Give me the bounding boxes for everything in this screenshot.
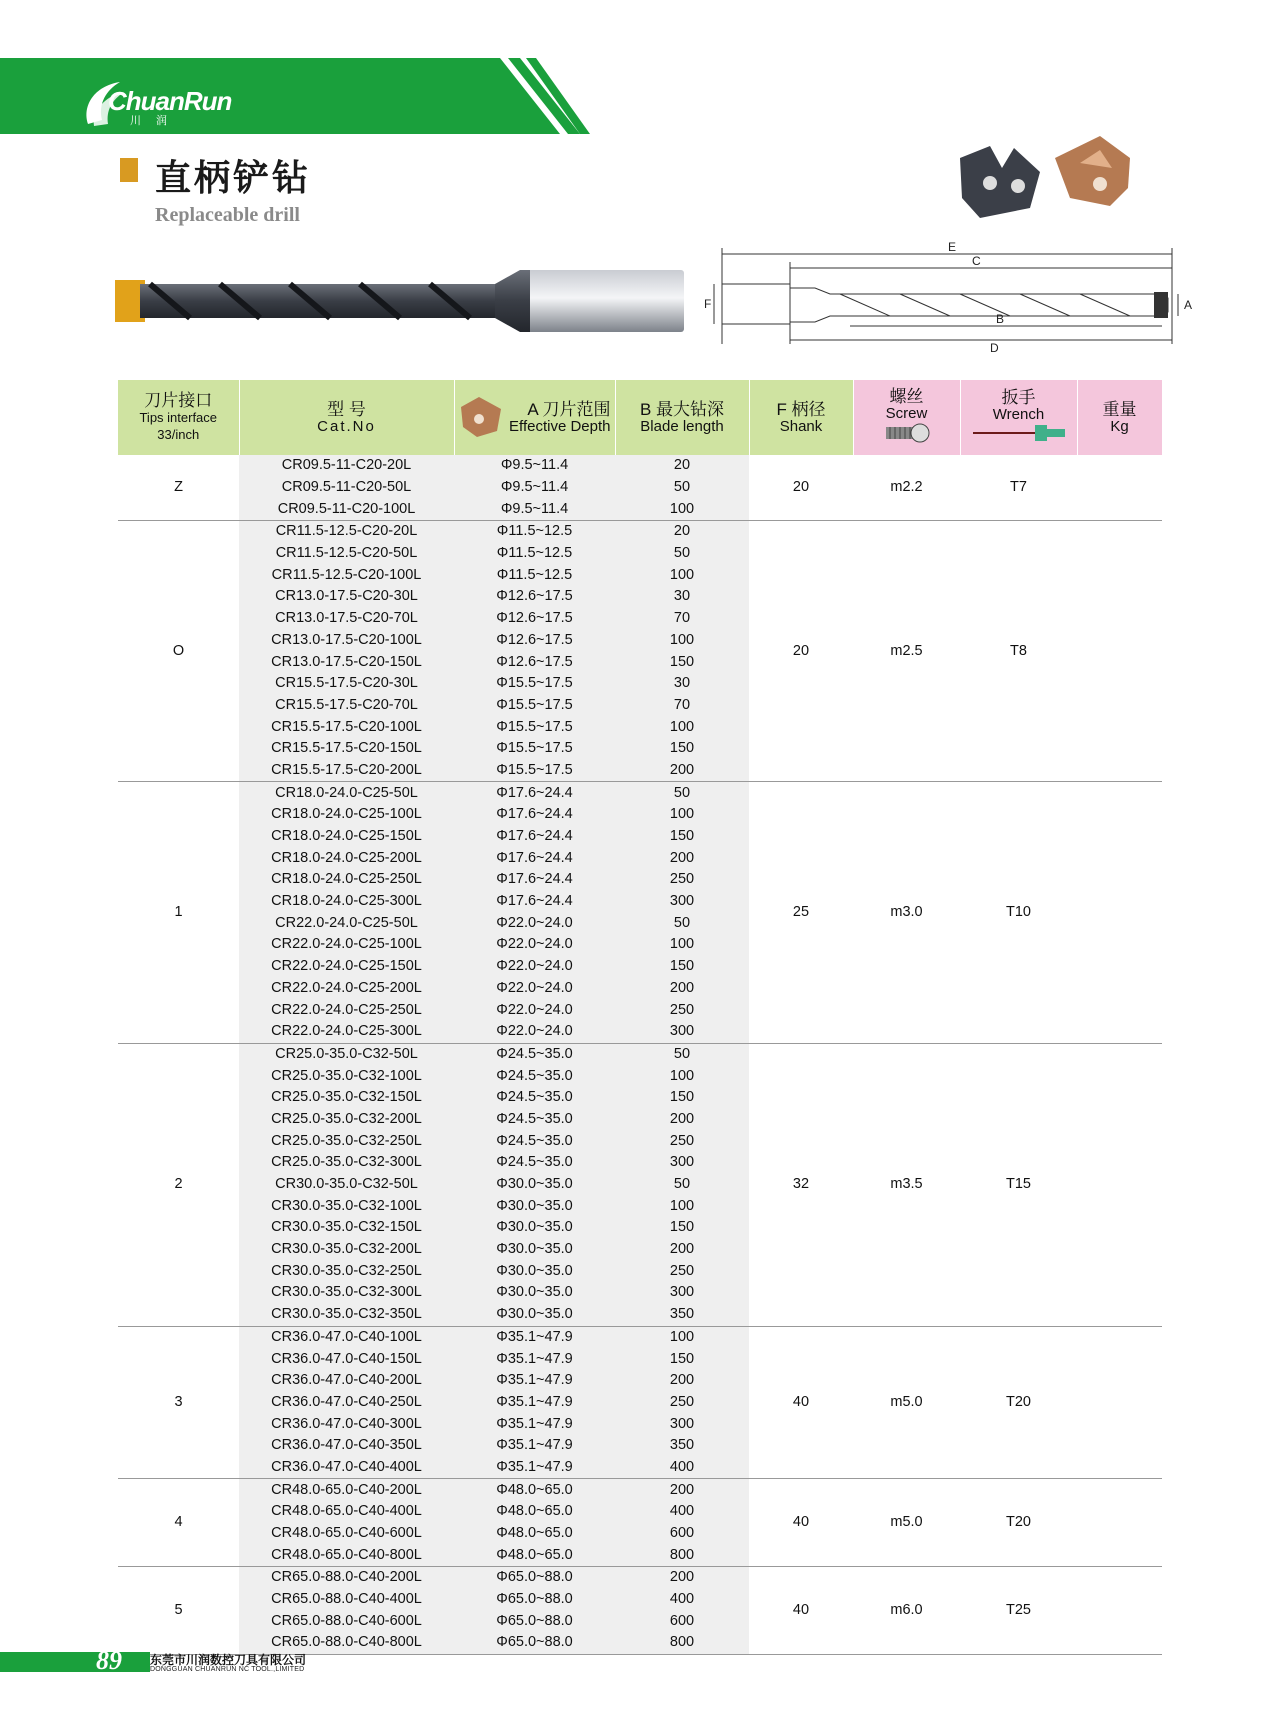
cell-b-length: 50 [615,543,749,565]
cell-cat-no: CR18.0-24.0-C25-200L [239,847,454,869]
cell-cat-no: CR36.0-47.0-C40-250L [239,1392,454,1414]
cell-cat-no: CR48.0-65.0-C40-400L [239,1501,454,1523]
cell-b-length: 800 [615,1632,749,1654]
header-f-shank: F 柄径 Shank [749,380,853,455]
cell-a-range: Φ35.1~47.9 [454,1435,615,1457]
cell-b-length: 300 [615,1413,749,1435]
cell-screw: m5.0 [853,1326,960,1479]
cell-a-range: Φ9.5~11.4 [454,498,615,520]
wrench-icon [971,423,1067,443]
dim-label-d: D [990,341,999,355]
cell-a-range: Φ35.1~47.9 [454,1326,615,1348]
brand-name: ChuanRun [108,86,232,116]
cell-a-range: Φ65.0~88.0 [454,1610,615,1632]
insert-thumb-icon [457,395,505,439]
cell-b-length: 150 [615,1087,749,1109]
cell-wrench: T15 [960,1043,1077,1326]
cell-a-range: Φ24.5~35.0 [454,1043,615,1065]
cell-a-range: Φ30.0~35.0 [454,1217,615,1239]
cell-cat-no: CR15.5-17.5-C20-70L [239,695,454,717]
cell-cat-no: CR25.0-35.0-C32-50L [239,1043,454,1065]
drill-product-icon [110,262,690,340]
page-number: 89 [96,1646,122,1675]
cell-shank: 20 [749,455,853,521]
cell-a-range: Φ24.5~35.0 [454,1109,615,1131]
cell-a-range: Φ35.1~47.9 [454,1392,615,1414]
dim-label-c: C [972,254,981,268]
cell-screw: m6.0 [853,1567,960,1655]
table-header [118,380,1162,455]
cell-a-range: Φ12.6~17.5 [454,630,615,652]
header-a-range: A 刀片范围 Effective Depth [454,380,615,455]
cell-a-range: Φ22.0~24.0 [454,956,615,978]
cell-b-length: 200 [615,760,749,782]
cell-a-range: Φ22.0~24.0 [454,999,615,1021]
header-b-length: B 最大钻深 Blade length [615,380,749,455]
drill-inserts-icon [950,128,1150,228]
cell-cat-no: CR25.0-35.0-C32-300L [239,1152,454,1174]
cell-cat-no: CR30.0-35.0-C32-50L [239,1174,454,1196]
cell-a-range: Φ48.0~65.0 [454,1544,615,1566]
cell-a-range: Φ30.0~35.0 [454,1304,615,1326]
cell-interface: 1 [118,782,239,1043]
cell-a-range: Φ17.6~24.4 [454,891,615,913]
cell-screw: m3.5 [853,1043,960,1326]
cell-wrench: T25 [960,1567,1077,1655]
cell-cat-no: CR48.0-65.0-C40-600L [239,1523,454,1545]
cell-shank: 40 [749,1567,853,1655]
cell-b-length: 20 [615,521,749,543]
cell-cat-no: CR65.0-88.0-C40-200L [239,1567,454,1589]
cell-cat-no: CR30.0-35.0-C32-200L [239,1239,454,1261]
cell-b-length: 30 [615,673,749,695]
cell-b-length: 70 [615,695,749,717]
cell-a-range: Φ17.6~24.4 [454,847,615,869]
cell-b-length: 350 [615,1435,749,1457]
cell-cat-no: CR65.0-88.0-C40-400L [239,1589,454,1611]
cell-cat-no: CR11.5-12.5-C20-100L [239,564,454,586]
cell-shank: 25 [749,782,853,1043]
cell-b-length: 600 [615,1610,749,1632]
cell-a-range: Φ24.5~35.0 [454,1130,615,1152]
footer-bar [0,1652,150,1672]
cell-b-length: 100 [615,716,749,738]
cell-wrench: T7 [960,455,1077,521]
cell-shank: 40 [749,1326,853,1479]
cell-cat-no: CR65.0-88.0-C40-600L [239,1610,454,1632]
cell-cat-no: CR30.0-35.0-C32-250L [239,1260,454,1282]
cell-cat-no: CR36.0-47.0-C40-150L [239,1348,454,1370]
header-wrench: 扳手 Wrench [960,380,1077,455]
cell-a-range: Φ12.6~17.5 [454,608,615,630]
cell-a-range: Φ22.0~24.0 [454,912,615,934]
header-screw: 螺丝 Screw [853,380,960,455]
cell-a-range: Φ15.5~17.5 [454,738,615,760]
cell-cat-no: CR18.0-24.0-C25-250L [239,869,454,891]
cell-b-length: 200 [615,1239,749,1261]
cell-b-length: 50 [615,477,749,499]
cell-a-range: Φ15.5~17.5 [454,760,615,782]
cell-cat-no: CR13.0-17.5-C20-30L [239,586,454,608]
cell-b-length: 150 [615,956,749,978]
cell-b-length: 100 [615,804,749,826]
cell-wrench: T10 [960,782,1077,1043]
cell-a-range: Φ30.0~35.0 [454,1195,615,1217]
cell-cat-no: CR36.0-47.0-C40-300L [239,1413,454,1435]
cell-b-length: 200 [615,847,749,869]
cell-a-range: Φ22.0~24.0 [454,1021,615,1043]
cell-a-range: Φ35.1~47.9 [454,1413,615,1435]
cell-cat-no: CR11.5-12.5-C20-20L [239,521,454,543]
table-row [118,1567,1162,1589]
cell-b-length: 400 [615,1457,749,1479]
cell-interface: 5 [118,1567,239,1655]
cell-b-length: 100 [615,1195,749,1217]
cell-b-length: 300 [615,891,749,913]
cell-cat-no: CR13.0-17.5-C20-100L [239,630,454,652]
cell-b-length: 100 [615,564,749,586]
cell-a-range: Φ35.1~47.9 [454,1370,615,1392]
dim-label-b: B [996,312,1005,326]
cell-interface: Z [118,455,239,521]
cell-b-length: 250 [615,1130,749,1152]
cell-a-range: Φ22.0~24.0 [454,978,615,1000]
cell-b-length: 70 [615,608,749,630]
cell-weight [1077,1043,1162,1326]
cell-cat-no: CR36.0-47.0-C40-100L [239,1326,454,1348]
cell-a-range: Φ30.0~35.0 [454,1260,615,1282]
cell-wrench: T20 [960,1326,1077,1479]
cell-a-range: Φ30.0~35.0 [454,1174,615,1196]
cell-b-length: 100 [615,1326,749,1348]
table-row [118,455,1162,477]
cell-a-range: Φ65.0~88.0 [454,1567,615,1589]
cell-shank: 40 [749,1479,853,1567]
cell-screw: m3.0 [853,782,960,1043]
cell-cat-no: CR65.0-88.0-C40-800L [239,1632,454,1654]
dim-label-e: E [948,240,957,254]
cell-a-range: Φ65.0~88.0 [454,1632,615,1654]
cell-a-range: Φ24.5~35.0 [454,1152,615,1174]
cell-screw: m2.2 [853,455,960,521]
cell-cat-no: CR15.5-17.5-C20-150L [239,738,454,760]
cell-a-range: Φ15.5~17.5 [454,695,615,717]
cell-b-length: 300 [615,1152,749,1174]
cell-cat-no: CR25.0-35.0-C32-100L [239,1065,454,1087]
cell-cat-no: CR48.0-65.0-C40-800L [239,1544,454,1566]
cell-cat-no: CR25.0-35.0-C32-200L [239,1109,454,1131]
cell-cat-no: CR22.0-24.0-C25-100L [239,934,454,956]
cell-a-range: Φ17.6~24.4 [454,826,615,848]
cell-b-length: 30 [615,586,749,608]
cell-cat-no: CR18.0-24.0-C25-100L [239,804,454,826]
cell-a-range: Φ17.6~24.4 [454,869,615,891]
cell-weight [1077,455,1162,521]
cell-b-length: 200 [615,1109,749,1131]
cell-cat-no: CR18.0-24.0-C25-50L [239,782,454,804]
cell-cat-no: CR15.5-17.5-C20-100L [239,716,454,738]
cell-b-length: 250 [615,1260,749,1282]
cell-cat-no: CR11.5-12.5-C20-50L [239,543,454,565]
cell-b-length: 100 [615,934,749,956]
cell-a-range: Φ30.0~35.0 [454,1239,615,1261]
cell-b-length: 800 [615,1544,749,1566]
cell-b-length: 350 [615,1304,749,1326]
cell-weight [1077,1479,1162,1567]
cell-b-length: 250 [615,999,749,1021]
cell-wrench: T8 [960,521,1077,782]
cell-shank: 32 [749,1043,853,1326]
cell-b-length: 50 [615,782,749,804]
company-name-en: DONGGUAN CHUANRUN NC TOOL.,LIMITED [150,1666,305,1673]
cell-cat-no: CR36.0-47.0-C40-200L [239,1370,454,1392]
dimension-diagram [700,240,1210,355]
cell-cat-no: CR25.0-35.0-C32-250L [239,1130,454,1152]
cell-a-range: Φ9.5~11.4 [454,455,615,477]
cell-interface: O [118,521,239,782]
cell-screw: m5.0 [853,1479,960,1567]
cell-b-length: 150 [615,651,749,673]
cell-b-length: 150 [615,826,749,848]
cell-cat-no: CR30.0-35.0-C32-350L [239,1304,454,1326]
cell-b-length: 400 [615,1501,749,1523]
header-weight: 重量 Kg [1077,380,1162,455]
cell-cat-no: CR30.0-35.0-C32-150L [239,1217,454,1239]
company-name-cn: 东莞市川润数控刀具有限公司 [150,1653,307,1667]
cell-weight [1077,521,1162,782]
cell-a-range: Φ24.5~35.0 [454,1087,615,1109]
cell-cat-no: CR09.5-11-C20-20L [239,455,454,477]
cell-b-length: 150 [615,738,749,760]
cell-weight [1077,1326,1162,1479]
cell-b-length: 200 [615,978,749,1000]
cell-b-length: 400 [615,1589,749,1611]
cell-b-length: 300 [615,1021,749,1043]
cell-cat-no: CR48.0-65.0-C40-200L [239,1479,454,1501]
cell-b-length: 50 [615,912,749,934]
cell-b-length: 200 [615,1370,749,1392]
cell-b-length: 200 [615,1567,749,1589]
cell-a-range: Φ12.6~17.5 [454,651,615,673]
cell-b-length: 50 [615,1043,749,1065]
cell-a-range: Φ15.5~17.5 [454,673,615,695]
cell-a-range: Φ11.5~12.5 [454,521,615,543]
cell-weight [1077,1567,1162,1655]
cell-b-length: 250 [615,869,749,891]
cell-cat-no: CR18.0-24.0-C25-150L [239,826,454,848]
cell-b-length: 100 [615,630,749,652]
table-row [118,782,1162,804]
title-marker [120,158,138,182]
cell-a-range: Φ11.5~12.5 [454,564,615,586]
cell-b-length: 150 [615,1217,749,1239]
cell-cat-no: CR18.0-24.0-C25-300L [239,891,454,913]
cell-cat-no: CR22.0-24.0-C25-200L [239,978,454,1000]
cell-shank: 20 [749,521,853,782]
cell-b-length: 20 [615,455,749,477]
cell-b-length: 100 [615,498,749,520]
cell-a-range: Φ9.5~11.4 [454,477,615,499]
table-row [118,1043,1162,1065]
header-interface: 刀片接口 Tips interface 33/inch [118,380,239,455]
cell-interface: 4 [118,1479,239,1567]
cell-cat-no: CR22.0-24.0-C25-250L [239,999,454,1021]
header-cat-no: 型 号 Cat.No [239,380,454,455]
cell-a-range: Φ24.5~35.0 [454,1065,615,1087]
cell-a-range: Φ35.1~47.9 [454,1457,615,1479]
cell-cat-no: CR36.0-47.0-C40-350L [239,1435,454,1457]
dim-label-a: A [1184,298,1193,312]
cell-cat-no: CR09.5-11-C20-50L [239,477,454,499]
cell-a-range: Φ48.0~65.0 [454,1501,615,1523]
page-title: 直柄铲钻 [155,158,312,199]
cell-b-length: 50 [615,1174,749,1196]
cell-cat-no: CR22.0-24.0-C25-50L [239,912,454,934]
cell-a-range: Φ35.1~47.9 [454,1348,615,1370]
cell-cat-no: CR09.5-11-C20-100L [239,498,454,520]
cell-a-range: Φ48.0~65.0 [454,1523,615,1545]
cell-a-range: Φ17.6~24.4 [454,804,615,826]
cell-cat-no: CR30.0-35.0-C32-100L [239,1195,454,1217]
cell-b-length: 300 [615,1282,749,1304]
cell-a-range: Φ65.0~88.0 [454,1589,615,1611]
cell-a-range: Φ17.6~24.4 [454,782,615,804]
cell-a-range: Φ15.5~17.5 [454,716,615,738]
cell-weight [1077,782,1162,1043]
page-subtitle: Replaceable drill [155,204,300,226]
cell-a-range: Φ30.0~35.0 [454,1282,615,1304]
cell-cat-no: CR30.0-35.0-C32-300L [239,1282,454,1304]
cell-b-length: 600 [615,1523,749,1545]
cell-cat-no: CR22.0-24.0-C25-300L [239,1021,454,1043]
table-row [118,1326,1162,1348]
cell-cat-no: CR15.5-17.5-C20-200L [239,760,454,782]
cell-screw: m2.5 [853,521,960,782]
spec-table [118,380,1163,1655]
cell-cat-no: CR22.0-24.0-C25-150L [239,956,454,978]
cell-cat-no: CR25.0-35.0-C32-150L [239,1087,454,1109]
cell-b-length: 200 [615,1479,749,1501]
table-row [118,1479,1162,1501]
cell-b-length: 150 [615,1348,749,1370]
cell-cat-no: CR13.0-17.5-C20-150L [239,651,454,673]
cell-a-range: Φ12.6~17.5 [454,586,615,608]
cell-cat-no: CR36.0-47.0-C40-400L [239,1457,454,1479]
cell-a-range: Φ22.0~24.0 [454,934,615,956]
cell-b-length: 250 [615,1392,749,1414]
dim-label-f: F [704,297,712,311]
cell-b-length: 100 [615,1065,749,1087]
cell-wrench: T20 [960,1479,1077,1567]
cell-a-range: Φ48.0~65.0 [454,1479,615,1501]
brand-sub: 川 润 [130,115,174,127]
cell-interface: 3 [118,1326,239,1479]
cell-a-range: Φ11.5~12.5 [454,543,615,565]
screw-icon [884,422,930,444]
cell-interface: 2 [118,1043,239,1326]
table-row [118,521,1162,543]
table-body [118,455,1162,1654]
cell-cat-no: CR15.5-17.5-C20-30L [239,673,454,695]
cell-cat-no: CR13.0-17.5-C20-70L [239,608,454,630]
